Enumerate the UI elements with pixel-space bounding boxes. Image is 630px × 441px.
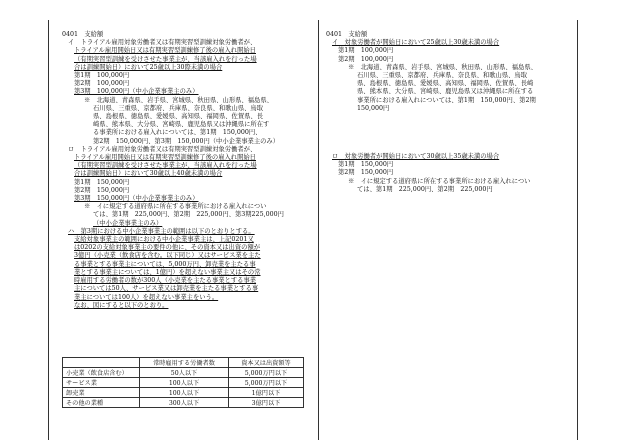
text-line <box>326 72 570 80</box>
text-line-content: （有期実習型訓練を受けさせた事業主が、当該雇入れを行った場 <box>74 162 257 170</box>
text-line <box>62 261 312 269</box>
text-line-content: イ トライアル雇用対象労働者又は有期実習型訓練対象労働者が、 <box>68 39 257 47</box>
text-line-content: 第2期 100,000円 <box>74 80 130 88</box>
text-line-content: 第3期 100,000円（中小企業事業主のみ） <box>74 88 199 96</box>
text-line <box>62 269 312 277</box>
text-line <box>62 285 312 293</box>
text-line <box>62 56 312 64</box>
text-line-content: 主については50人、サービス業又は卸売業を主たる事業とする事 <box>74 285 259 293</box>
text-line-content: なお、図にすると以下のとおり。 <box>74 301 169 309</box>
text-line <box>326 56 570 64</box>
text-line-content: 第2期 100,000円 <box>338 55 394 63</box>
spacer <box>326 113 570 153</box>
text-line-content: 崎県、熊本県、大分県、宮崎県、鹿児島県又は沖縄県に所在す <box>93 121 270 129</box>
text-line-content: ては、第1期 225,000円、第2期 225,000円、第3期225,000円 <box>93 211 284 219</box>
text-line <box>62 64 312 72</box>
text-line-content: ハ 第3期における中小企業事業主の範囲は以下のとおりとする。 <box>68 227 255 235</box>
text-line <box>326 169 570 177</box>
text-line <box>62 252 312 260</box>
table-cell: 5,000万円以下 <box>229 378 304 388</box>
text-line <box>62 88 312 96</box>
text-line-content: 県、熊本県、大分県、宮崎県、鹿児島県又は沖縄県に所在する <box>357 88 534 96</box>
text-line <box>62 187 312 195</box>
text-line <box>326 153 570 161</box>
text-line-content: 業とする事業主については、1億円）を超えない事業主又はその常 <box>74 268 261 276</box>
text-line <box>62 228 312 236</box>
table-cell: 1億円以下 <box>229 388 304 398</box>
table-row <box>63 378 304 388</box>
table-cell: 50人以下 <box>140 368 229 378</box>
table-cell: 5,000万円以下 <box>229 368 304 378</box>
table-row <box>63 388 304 398</box>
table-cell: サービス業 <box>63 378 140 388</box>
table-header-cell: 資本又は出資額等 <box>229 358 304 368</box>
text-line-content: 0401 支給額 <box>62 31 104 38</box>
column-divider <box>318 20 319 440</box>
text-line-content: 第1期 100,000円 <box>74 72 130 80</box>
text-line <box>62 97 312 105</box>
text-line <box>326 105 570 113</box>
text-line-content: ロ トライアル雇用対象労働者又は有期実習型訓練対象労働者が、 <box>68 145 257 153</box>
text-line-content: 第2期 150,000円、第3期 150,000円（中小企業事業主のみ） <box>93 137 280 145</box>
text-line-content: 第2期 150,000円 <box>338 169 394 177</box>
table-cell: 3億円以下 <box>229 398 304 408</box>
text-line-content: （有期実習型訓練を受けさせた事業主が、当該雇入れを行った場 <box>74 55 257 63</box>
table-header-cell <box>63 358 140 368</box>
table-cell: 100人以下 <box>140 388 229 398</box>
text-line <box>326 47 570 55</box>
text-line-content: 合は訓練開始日）において25歳以上30際未満の場合 <box>74 63 223 71</box>
text-line <box>62 294 312 302</box>
text-line-content: （中小企業事業主のみ） <box>93 219 163 227</box>
text-line <box>326 97 570 105</box>
table-row <box>63 368 304 378</box>
text-line <box>62 105 312 113</box>
text-line <box>62 138 312 146</box>
right-section-ro <box>326 153 570 194</box>
text-line-content: 3億円（小売業（飲食店を含む。以下同じ）又はサービス業を主た <box>74 252 261 260</box>
table-cell: 100人以下 <box>140 378 229 388</box>
text-line <box>62 31 312 39</box>
text-line-content: ※ イに規定する道府県に所在する事業所における雇入れについ <box>84 203 267 211</box>
text-line-content: 県、島根県、徳島県、愛媛県、高知県、福岡県、佐賀県、長 <box>93 113 264 121</box>
table-cell: 卸売業 <box>63 388 140 398</box>
text-line-content: ※ 北海道、青森県、岩手県、宮城県、秋田県、山形県、福島県、 <box>84 96 273 104</box>
text-line-content: 0401 支給額 <box>326 31 368 38</box>
text-line-content: 時雇用する労働者の数が300人（小売業を主たる事業とする事業 <box>74 277 257 285</box>
text-line-content: 第1期 150,000円 <box>74 178 130 186</box>
text-line-content: 第1期 100,000円 <box>338 47 394 55</box>
text-line <box>62 129 312 137</box>
text-line <box>326 88 570 96</box>
text-line-content: 第1期 150,000円 <box>338 161 394 169</box>
text-line-content: 業主については100人）を超えない事業主をいう。 <box>74 293 219 301</box>
text-line <box>62 220 312 228</box>
text-line <box>62 47 312 55</box>
table-cell: 小売業（飲食店含む） <box>63 368 140 378</box>
text-line <box>62 179 312 187</box>
text-line-content: トライアル雇用開始日又は有期実習型訓練修了後の雇入れ開始日 <box>74 47 256 55</box>
table-header-row <box>63 358 304 368</box>
text-line-content: イ 対象労働者が開始日において25歳以上30歳未満の場合 <box>332 39 500 47</box>
text-line-content: 支給対象事業主の範囲における中小企業事業主は、上記0201又 <box>74 236 254 244</box>
text-line <box>326 31 570 39</box>
text-line-content: ロ 対象労働者が開始日において30歳以上35歳未満の場合 <box>332 153 500 161</box>
text-line-content: 事業所における雇入れについては、第1期 150,000円、第2期 <box>357 96 536 104</box>
text-line-content: 石川県、三重県、京都府、兵庫県、奈良県、和歌山県、鳥取 <box>357 72 528 80</box>
text-line <box>62 72 312 80</box>
text-line-content: 石川県、三重県、京都府、兵庫県、奈良県、和歌山県、鳥取 <box>93 104 264 112</box>
right-section-i <box>326 31 570 113</box>
text-line <box>326 186 570 194</box>
text-line-content: る事業所における雇入れについては、第1期 150,000円、 <box>93 129 262 137</box>
text-line-content: ※ 北海道、青森県、岩手県、宮城県、秋田県、山形県、福島県、 <box>348 63 537 71</box>
text-line <box>62 302 312 310</box>
right-column <box>326 31 570 194</box>
text-line-content: は0202の支給対象事業主の要件の他に、その資本又は出資の額が <box>74 244 261 252</box>
text-line <box>62 211 312 219</box>
text-line-content: 第3期 150,000円（中小企業事業主のみ） <box>74 195 199 203</box>
text-line <box>326 64 570 72</box>
text-line-content: ※ イに規定する道府県に所在する事業所における雇入れについ <box>348 177 531 185</box>
text-line-content: 県、島根県、徳島県、愛媛県、高知県、福岡県、佐賀県、長崎 <box>357 80 534 88</box>
text-line <box>62 146 312 154</box>
text-line-content: トライアル雇用開始日又は有期実習型訓練修了後の雇入れ開始日 <box>74 154 256 162</box>
table-cell: 300人以下 <box>140 398 229 408</box>
table-row <box>63 398 304 408</box>
text-line-content: る事業とする事業主については、5,000万円、卸売業を主たる事 <box>74 260 256 268</box>
text-line-content: 合は訓練開始日）において30歳以上40歳未満の場合 <box>74 170 223 178</box>
sme-definition-table <box>62 357 304 408</box>
text-line <box>62 170 312 178</box>
left-column <box>62 31 312 310</box>
table-header-cell: 常時雇用する労働者数 <box>140 358 229 368</box>
table-cell: その他の業種 <box>63 398 140 408</box>
text-line <box>326 178 570 186</box>
text-line-content: ては、第1期 225,000円、第2期 225,000円 <box>357 185 493 193</box>
text-line <box>62 113 312 121</box>
text-line-content: 150,000円 <box>357 104 390 112</box>
text-line-content: 第2期 150,000円 <box>74 186 130 194</box>
